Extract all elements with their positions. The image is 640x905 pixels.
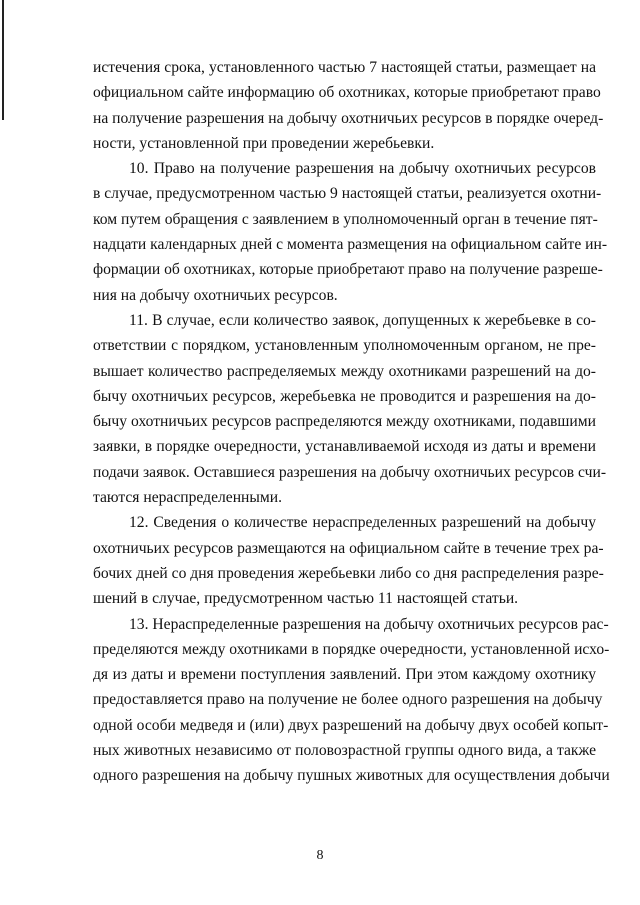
text-line: 11. В случае, если количество заявок, допущенных к жеребьевке в со-	[129, 311, 596, 329]
text-line: 10. Право на получение разрешения на добычу охотничьих ресурсов	[129, 160, 596, 178]
page-number: 8	[316, 848, 324, 863]
body-text	[93, 55, 610, 789]
text-line: ком путем обращения с заявлением в уполномоченный орган в течение пят-	[93, 210, 598, 228]
text-line: формации об охотниках, которые приобретают право на получение разреше-	[93, 261, 603, 279]
scan-edge-line	[2, 0, 4, 120]
text-line: бычу охотничьих ресурсов, жеребьевка не проводится и разрешения на до-	[93, 387, 596, 405]
text-line: охотничьих ресурсов размещаются на официальном сайте в течение трех ра-	[93, 539, 604, 557]
text-line: ности, установленной при проведении жеребьевки.	[93, 134, 435, 152]
text-line: подачи заявок. Оставшиеся разрешения на добычу охотничьих ресурсов счи-	[93, 463, 607, 481]
text-line: одной особи медведя и (или) двух разрешений на добычу двух особей копыт-	[93, 716, 609, 734]
text-line: таются нераспределенными.	[93, 489, 282, 507]
text-line: дя из даты и времени поступления заявлений. При этом каждому охотнику	[93, 666, 596, 684]
text-line: бочих дней со дня проведения жеребьевки либо со дня распределения разре-	[93, 564, 604, 582]
text-line: ния на добычу охотничьих ресурсов.	[93, 286, 338, 304]
text-line: вышает количество распределяемых между охотниками разрешений на до-	[93, 362, 596, 380]
text-line: ных животных независимо от половозрастной группы одного вида, а также	[93, 742, 596, 760]
text-line: надцати календарных дней с момента размещения на официальном сайте ин-	[93, 236, 608, 254]
text-line: шений в случае, предусмотренном частью 11 настоящей статьи.	[93, 590, 519, 608]
text-line: на получение разрешения на добычу охотничьих ресурсов в порядке очеред-	[93, 109, 604, 127]
text-line: ответствии с порядком, установленным уполномоченным органом, не пре-	[93, 337, 596, 355]
text-line: одного разрешения на добычу пушных животных для осуществления добычи	[93, 767, 610, 785]
text-line: предоставляется право на получение не более одного разрешения на добычу	[93, 691, 603, 709]
text-line: бычу охотничьих ресурсов распределяются между охотниками, подавшими	[93, 413, 596, 431]
text-line: 12. Сведения о количестве нераспределенных разрешений на добычу	[129, 514, 596, 532]
text-line: официальном сайте информацию об охотниках, которые приобретают право	[93, 84, 601, 102]
text-line: в случае, предусмотренном частью 9 настоящей статьи, реализуется охотни-	[93, 185, 602, 203]
text-line: пределяются между охотниками в порядке очередности, установленной исхо-	[93, 640, 610, 658]
text-line: истечения срока, установленного частью 7 настоящей статьи, размещает на	[93, 59, 596, 76]
text-line: 13. Нераспределенные разрешения на добычу охотничьих ресурсов рас-	[129, 615, 609, 633]
text-line: заявки, в порядке очередности, устанавливаемой исходя из даты и времени	[93, 438, 596, 456]
